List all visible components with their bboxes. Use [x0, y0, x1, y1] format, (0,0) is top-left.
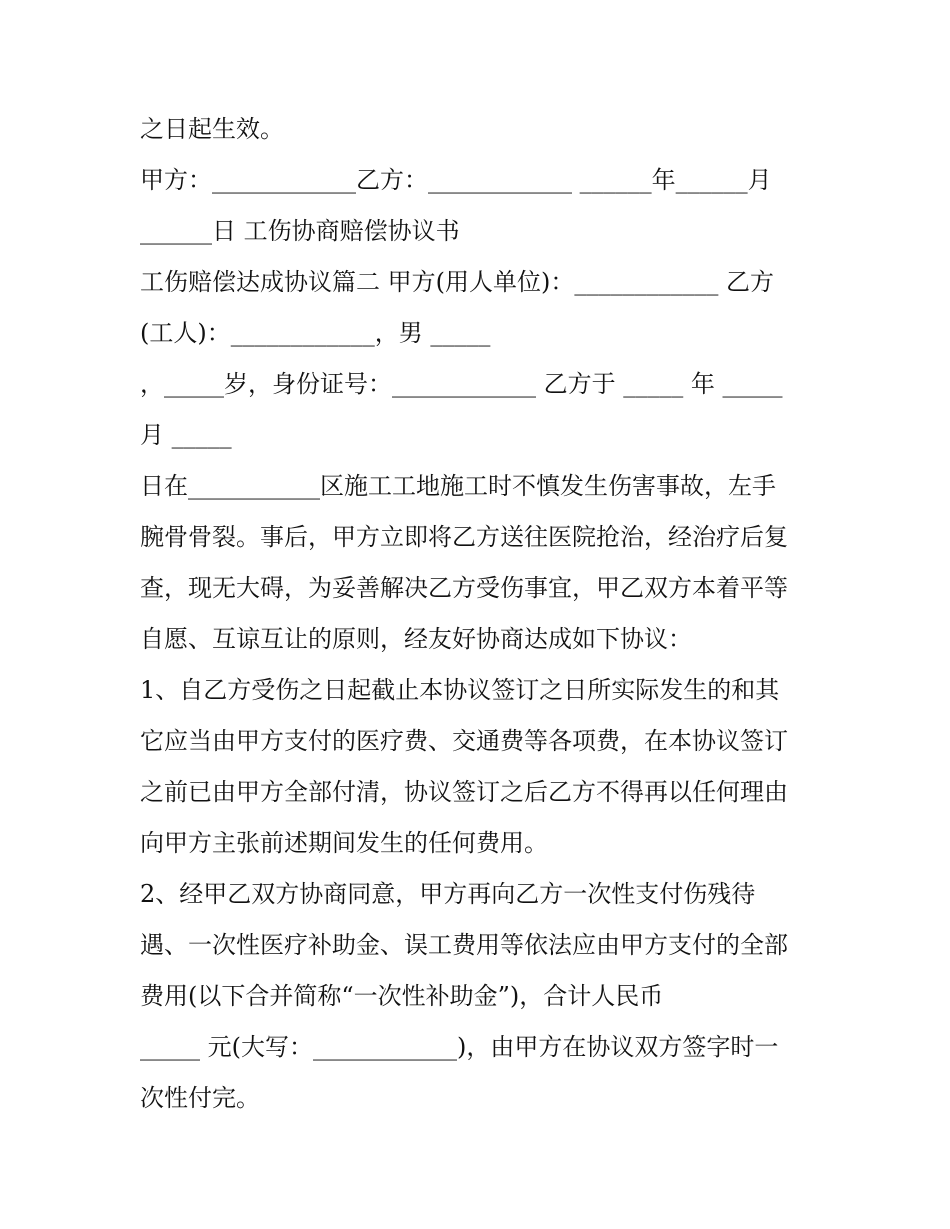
text-line-11: 自愿、互谅互让的原则，经友好协商达成如下协议： [140, 625, 692, 653]
text-line-17: 遇、一次性医疗补助金、误工费用等依法应由甲方支付的全部 [140, 931, 788, 959]
text-line-6: ，_____岁，身份证号：____________ 乙方于 _____ 年 _____ [140, 370, 783, 398]
text-line-10: 查，现无大碍，为妥善解决乙方受伤事宜，甲乙双方本着平等 [140, 574, 788, 602]
text-line-20: 次性付完。 [140, 1084, 260, 1112]
text-line-14: 之前已由甲方全部付清，协议签订之后乙方不得再以任何理由 [140, 778, 788, 806]
text-line-18: 费用(以下合并简称“一次性补助金”)，合计人民币 [140, 982, 664, 1010]
text-line-3: ______日 工伤协商赔偿协议书 [140, 217, 460, 245]
text-line-16: 2、经甲乙双方协商同意，甲方再向乙方一次性支付伤残待 [140, 880, 756, 908]
text-line-4: 工伤赔偿达成协议篇二 甲方(用人单位)：____________ 乙方 [140, 268, 774, 296]
text-line-5: (工人)：____________，男 _____ [140, 319, 491, 347]
text-line-8: 日在___________区施工工地施工时不慎发生伤害事故，左手 [140, 472, 776, 500]
text-line-15: 向甲方主张前述期间发生的任何费用。 [140, 829, 548, 857]
text-line-7: 月 _____ [140, 421, 232, 449]
text-line-13: 它应当由甲方支付的医疗费、交通费等各项费，在本协议签订 [140, 727, 788, 755]
text-line-12: 1、自乙方受伤之日起截止本协议签订之日所实际发生的和其 [140, 676, 780, 704]
text-line-1: 之日起生效。 [140, 115, 284, 143]
text-line-2: 甲方：____________乙方：____________ ______年______月 [140, 166, 772, 194]
text-line-19: _____ 元(大写：____________)，由甲方在协议双方签字时一 [140, 1033, 779, 1061]
text-line-9: 腕骨骨裂。事后，甲方立即将乙方送往医院抢治，经治疗后复 [140, 523, 788, 551]
